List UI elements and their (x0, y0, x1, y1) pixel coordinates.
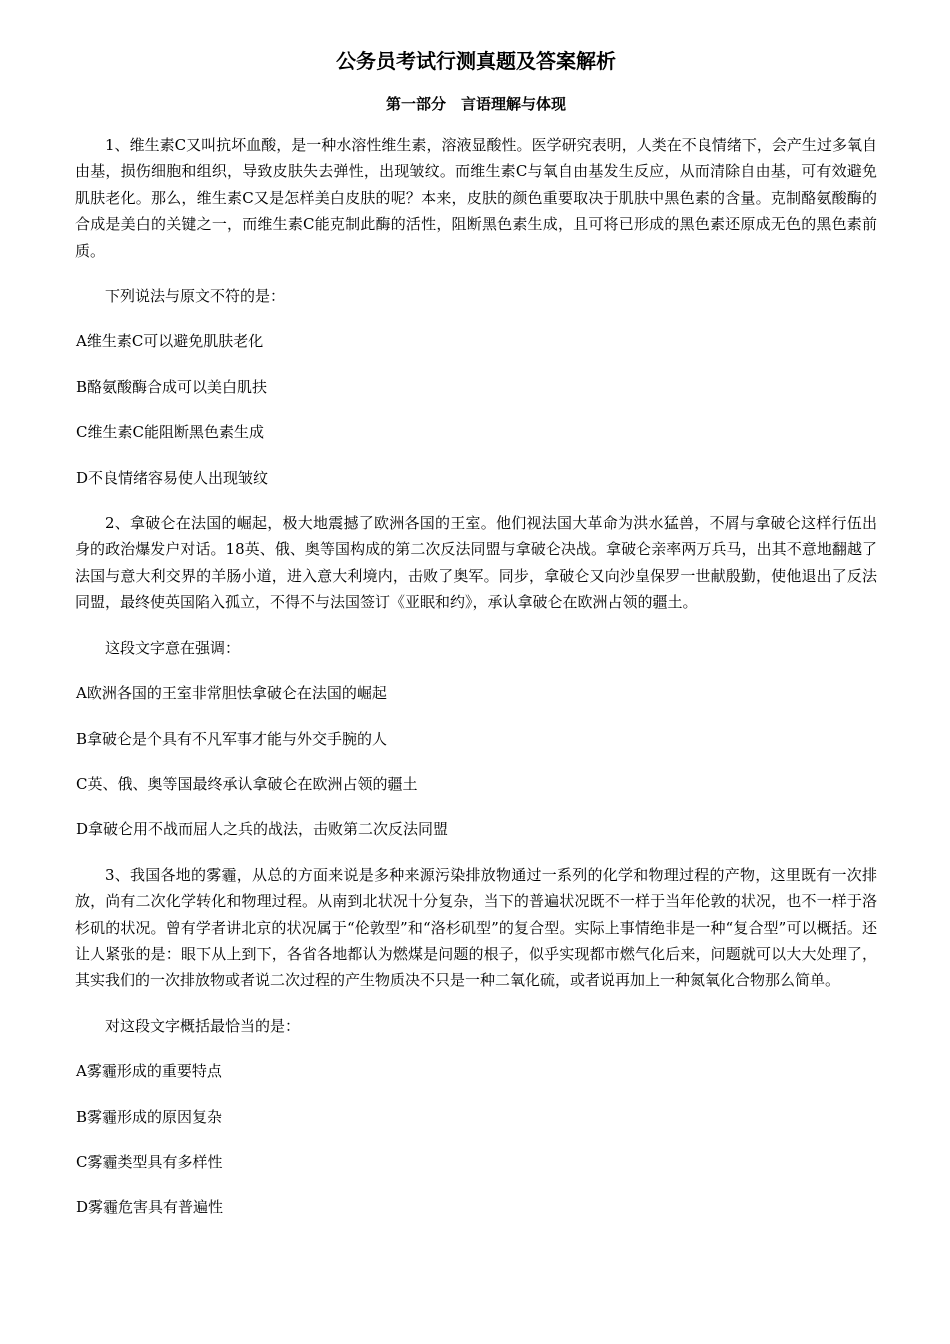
question-passage: 2、拿破仑在法国的崛起，极大地震撼了欧洲各国的王室。他们视法国大革命为洪水猛兽，不屑与拿破仑这样行伍出身的政治爆发户对话。18英、俄、奥等国构成的第二次反法同盟与拿破仑决战。拿破仑亲率两万兵马，出其不意地翻越了法国与意大利交界的羊肠小道，进入意大利境内，击败了奥军。同步，拿破仑又向沙皇保罗一世献殷勤，使他退出了反法同盟，最终使英国陷入孤立，不得不与法国签订《亚眠和约》，承认拿破仑在欧洲占领的疆土。 (75, 514, 877, 612)
question-passage: 1、维生素C又叫抗坏血酸，是一种水溶性维生素，溶液显酸性。医学研究表明，人类在不良情绪下，会产生过多氧自由基，损伤细胞和组织，导致皮肤失去弹性，出现皱纹。而维生素C与氧自由基发生反应，从而清除自由基，可有效避免肌肤老化。那么，维生素C又是怎样美白皮肤的呢？本来，皮肤的颜色重要取决于肌肤中黑色素的含量。克制酪氨酸酶的合成是美白的关键之一，而维生素C能克制此酶的活性，阻断黑色素生成，且可将已形成的黑色素还原成无色的黑色素前质。 (75, 136, 877, 260)
question-prompt: 这段文字意在强调： (105, 638, 241, 657)
option-c: C英、俄、奥等国最终承认拿破仑在欧洲占领的疆土 (76, 774, 418, 793)
option-a: A维生素C可以避免肌肤老化 (76, 332, 264, 351)
option-c: C雾霾类型具有多样性 (76, 1152, 223, 1171)
document-page (75, 44, 877, 1240)
option-a: A雾霾形成的重要特点 (76, 1062, 222, 1081)
option-d: D不良情绪容易使人出现皱纹 (76, 468, 269, 487)
question-passage: 3、我国各地的雾霾，从总的方面来说是多种来源污染排放物通过一系列的化学和物理过程的产物，这里既有一次排放，尚有二次化学转化和物理过程。从南到北状况十分复杂，当下的普遍状况既不一样于当年伦敦的状况，也不一样于洛杉矶的状况。曾有学者讲北京的状况属于“伦敦型”和“洛杉矶型”的复合型。实际上事情绝非是一种“复合型”可以概括。还让人紧张的是：眼下从上到下，各省各地都认为燃煤是问题的根子，似乎实现都市燃气化后来，问题就可以大大处理了，其实我们的一次排放物或者说二次过程的产生物质决不只是一种二氧化硫，或者说再加上一种氮氧化合物那么简单。 (75, 865, 877, 990)
option-d: D拿破仑用不战而屈人之兵的战法，击败第二次反法同盟 (76, 820, 449, 839)
question-prompt: 对这段文字概括最恰当的是： (105, 1016, 301, 1035)
question-1 (75, 132, 877, 491)
option-d: D雾霾危害具有普遍性 (76, 1198, 224, 1217)
option-a: A欧洲各国的王室非常胆怯拿破仑在法国的崛起 (76, 684, 387, 703)
section-heading: 第一部分 言语理解与体现 (385, 95, 566, 113)
question-prompt: 下列说法与原文不符的是： (105, 287, 286, 306)
option-b: B拿破仑是个具有不凡军事才能与外交手腕的人 (76, 729, 388, 748)
question-2 (75, 510, 877, 843)
option-b: B酪氨酸酶合成可以美白肌扶 (76, 377, 268, 396)
option-b: B雾霾形成的原因复杂 (76, 1107, 223, 1126)
document-title: 公务员考试行测真题及答案解析 (336, 49, 616, 73)
question-3 (75, 862, 877, 1221)
option-c: C维生素C能阻断黑色素生成 (76, 423, 264, 442)
